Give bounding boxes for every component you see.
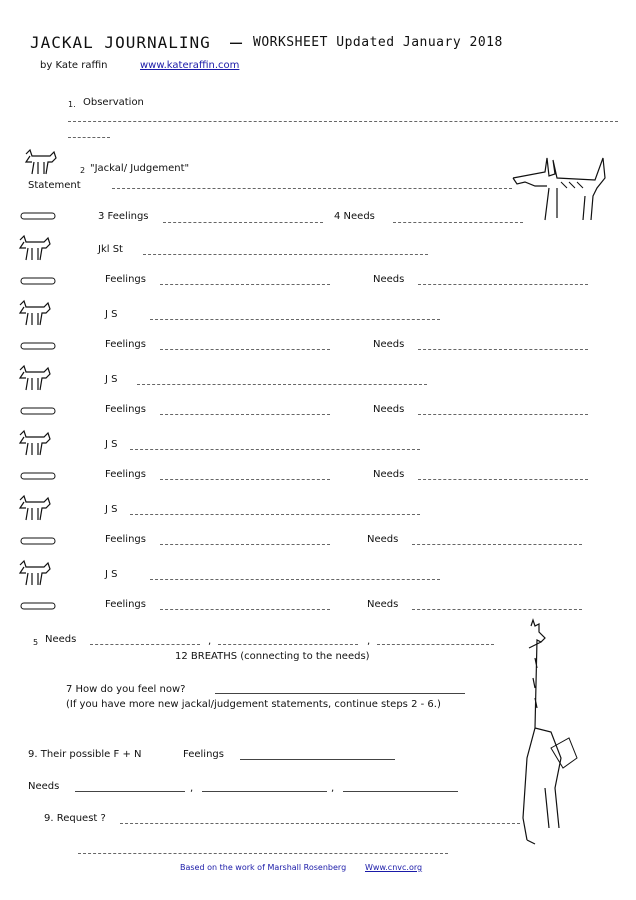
- jackal-icon: [16, 299, 56, 329]
- needs-row-line-3[interactable]: [343, 791, 458, 792]
- needs-row-line-2[interactable]: [202, 791, 327, 792]
- needs-row-line-1[interactable]: [75, 791, 185, 792]
- feelings-label: Feelings: [105, 534, 146, 545]
- judgement-line[interactable]: [112, 188, 512, 189]
- feelings-label: Feelings: [105, 599, 146, 610]
- needs-line[interactable]: [418, 414, 588, 415]
- jackal-statement-label: J S: [105, 374, 118, 385]
- feelings-label: Feelings: [105, 469, 146, 480]
- bone-icon: [20, 601, 56, 611]
- feelings-line[interactable]: [160, 284, 330, 285]
- request-line[interactable]: [120, 823, 520, 824]
- judgement-number: 2: [80, 166, 86, 175]
- breaths-label: 12 BREATHS (connecting to the needs): [175, 651, 370, 662]
- byline: by Kate raffin: [40, 60, 108, 71]
- website-link[interactable]: www.kateraffin.com: [140, 60, 240, 71]
- request-line-2[interactable]: [78, 853, 448, 854]
- page-title: JACKAL JOURNALING: [30, 33, 211, 52]
- needs-label: Needs: [373, 469, 405, 480]
- step9-label: 9. Their possible F + N: [28, 749, 142, 760]
- step5-number: 5: [33, 638, 39, 647]
- footer-credit: Based on the work of Marshall Rosenberg: [180, 863, 347, 872]
- jackal-statement-label: J S: [105, 439, 118, 450]
- needs-line[interactable]: [418, 479, 588, 480]
- jackal-statement-label: J S: [105, 569, 118, 580]
- feelings-line[interactable]: [160, 414, 330, 415]
- jackal-icon: [16, 559, 56, 589]
- jackal-icon: [22, 148, 62, 178]
- step5-comma-1: ,: [208, 636, 212, 647]
- bone-icon: [20, 536, 56, 546]
- needs-line[interactable]: [412, 544, 582, 545]
- step4-needs-label: 4 Needs: [334, 211, 375, 222]
- observation-label: Observation: [83, 97, 144, 108]
- observation-line-2[interactable]: [68, 137, 110, 138]
- jackal-statement-label: J S: [105, 309, 118, 320]
- needs-label: Needs: [367, 599, 399, 610]
- feelings-line[interactable]: [160, 479, 330, 480]
- page-subtitle: WORKSHEET Updated January 2018: [253, 35, 503, 50]
- footer-link[interactable]: Www.cnvc.org: [365, 863, 423, 872]
- judgement-label: "Jackal/ Judgement": [90, 163, 190, 174]
- needs-label: Needs: [373, 339, 405, 350]
- jackal-icon: [16, 494, 56, 524]
- feelings-line[interactable]: [160, 609, 330, 610]
- bone-icon: [20, 471, 56, 481]
- jackal-statement-line[interactable]: [143, 254, 428, 255]
- needs-line[interactable]: [412, 609, 582, 610]
- step3-feelings-line[interactable]: [163, 222, 323, 223]
- feelings-label: Feelings: [105, 404, 146, 415]
- step5-needs-line-1[interactable]: [90, 644, 200, 645]
- step5-needs-label: Needs: [45, 634, 77, 645]
- statement-label: Statement: [28, 180, 81, 191]
- step5-needs-line-2[interactable]: [218, 644, 358, 645]
- jackal-statement-line[interactable]: [150, 319, 440, 320]
- step9-feelings-line[interactable]: [240, 759, 395, 760]
- large-jackal-icon: [505, 148, 610, 228]
- needs-row-comma-2: ,: [331, 783, 335, 794]
- observation-line[interactable]: [68, 121, 618, 122]
- step7-note: (If you have more new jackal/judgement statements, continue steps 2 - 6.): [66, 699, 441, 710]
- step9-feelings-label: Feelings: [183, 749, 224, 760]
- step4-needs-line[interactable]: [393, 222, 523, 223]
- observation-number: 1.: [68, 100, 76, 109]
- step7-question: 7 How do you feel now?: [66, 684, 186, 695]
- needs-label: Needs: [373, 404, 405, 415]
- bone-icon: [20, 276, 56, 286]
- needs-line[interactable]: [418, 349, 588, 350]
- jackal-statement-line[interactable]: [130, 449, 420, 450]
- feelings-line[interactable]: [160, 349, 330, 350]
- jackal-icon: [16, 234, 56, 264]
- jackal-statement-line[interactable]: [137, 384, 427, 385]
- jackal-icon: [16, 364, 56, 394]
- needs-label: Needs: [373, 274, 405, 285]
- jackal-statement-label: Jkl St: [98, 244, 123, 255]
- jackal-statement-line[interactable]: [150, 579, 440, 580]
- step5-comma-2: ,: [367, 636, 371, 647]
- bone-icon: [20, 406, 56, 416]
- bone-icon: [20, 341, 56, 351]
- needs-row-label: Needs: [28, 781, 60, 792]
- step5-needs-line-3[interactable]: [377, 644, 494, 645]
- step7-answer-line[interactable]: [215, 693, 465, 694]
- feelings-label: Feelings: [105, 274, 146, 285]
- bone-icon: [20, 211, 56, 221]
- title-dash: –: [230, 30, 244, 54]
- step3-feelings-label: 3 Feelings: [98, 211, 149, 222]
- jackal-statement-label: J S: [105, 504, 118, 515]
- needs-label: Needs: [367, 534, 399, 545]
- feelings-line[interactable]: [160, 544, 330, 545]
- needs-row-comma-1: ,: [190, 783, 194, 794]
- giraffe-icon: [505, 618, 585, 850]
- request-label: 9. Request ?: [44, 813, 106, 824]
- jackal-statement-line[interactable]: [130, 514, 420, 515]
- feelings-label: Feelings: [105, 339, 146, 350]
- needs-line[interactable]: [418, 284, 588, 285]
- jackal-icon: [16, 429, 56, 459]
